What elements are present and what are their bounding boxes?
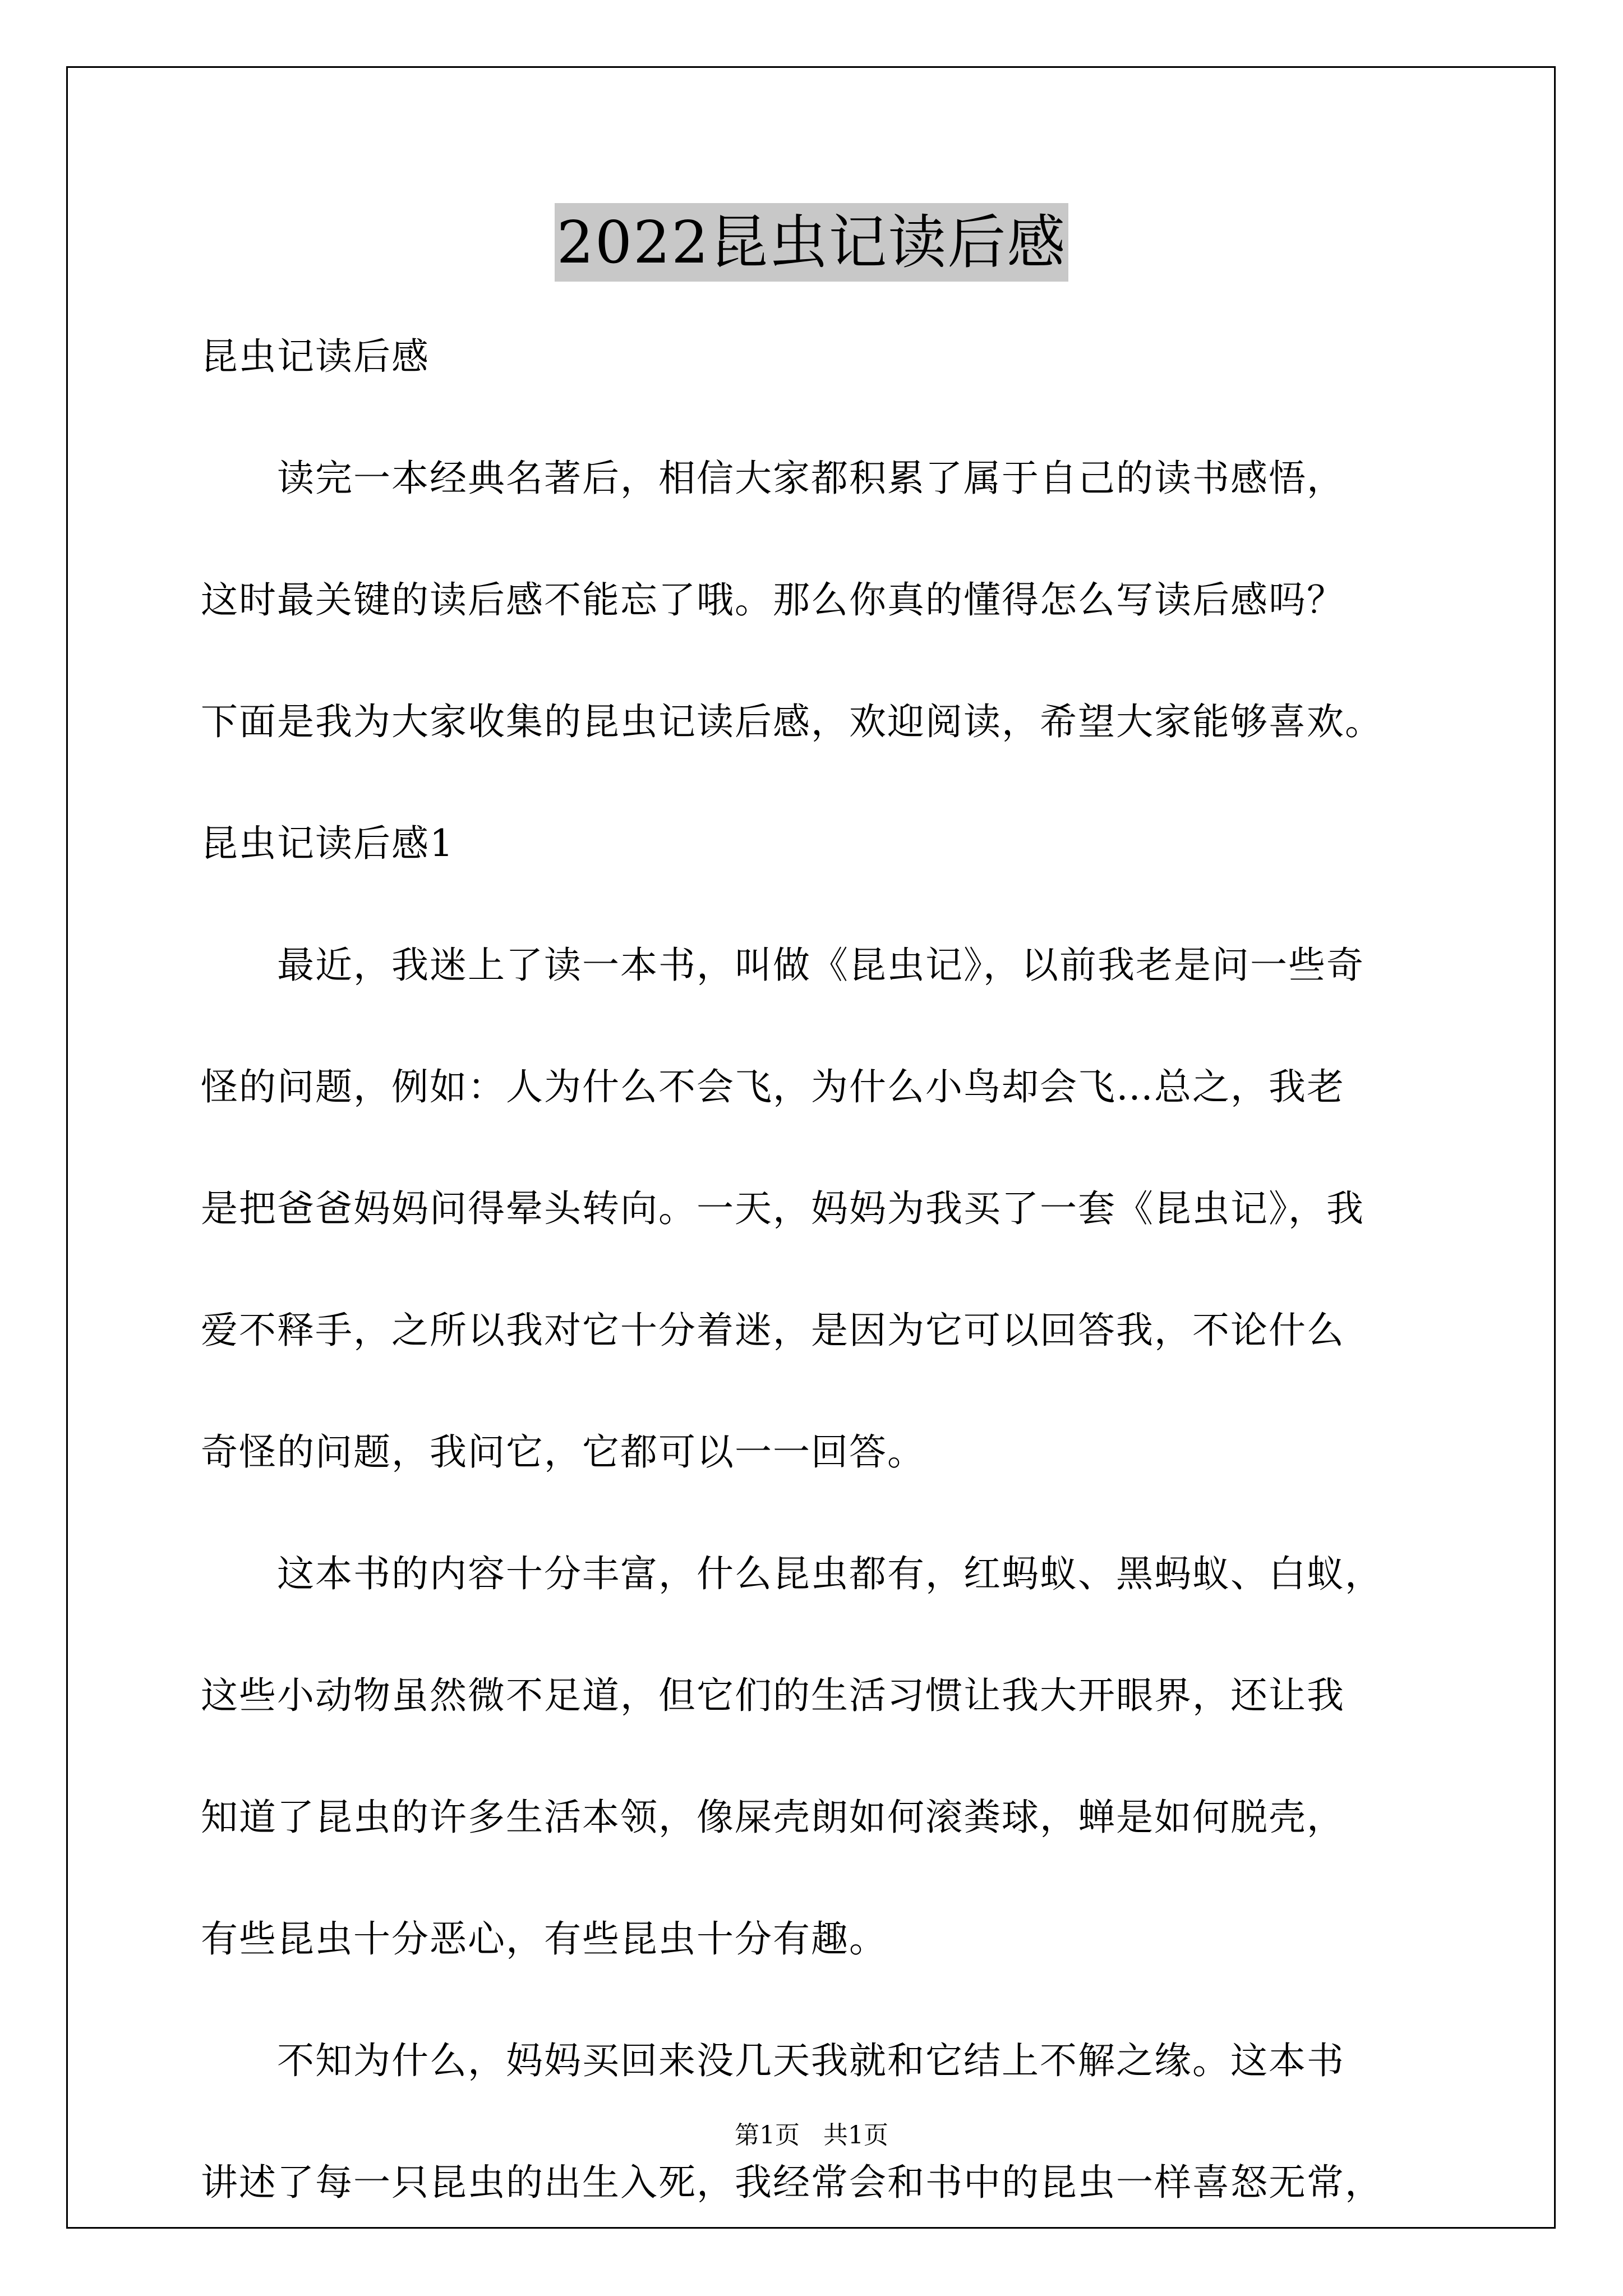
text-line: 讲述了每一只昆虫的出生入死，我经常会和书中的昆虫一样喜怒无常， <box>201 2161 1383 2204</box>
text-line: 最近，我迷上了读一本书，叫做《昆虫记》，以前我老是问一些奇 <box>201 944 1364 987</box>
title-area <box>0 203 1623 282</box>
subtitle-line: 昆虫记读后感 <box>201 335 430 378</box>
page-footer <box>0 2120 1623 2151</box>
section-heading: 昆虫记读后感1 <box>201 822 454 865</box>
text-line: 怪的问题，例如：人为什么不会飞，为什么小鸟却会飞…总之，我老 <box>201 1065 1345 1108</box>
text-line: 是把爸爸妈妈问得晕头转向。一天，妈妈为我买了一套《昆虫记》，我 <box>201 1187 1364 1230</box>
document-title: 2022昆虫记读后感 <box>555 203 1069 282</box>
text-line: 不知为什么，妈妈买回来没几天我就和它结上不解之缘。这本书 <box>201 2039 1345 2082</box>
text-line: 有些昆虫十分恶心，有些昆虫十分有趣。 <box>201 1917 887 1961</box>
text-line: 读完一本经典名著后，相信大家都积累了属于自己的读书感悟， <box>201 457 1345 500</box>
text-line: 知道了昆虫的许多生活本领，像屎壳朗如何滚粪球，蝉是如何脱壳， <box>201 1796 1345 1839</box>
text-line: 奇怪的问题，我问它，它都可以一一回答。 <box>201 1430 925 1474</box>
text-line: 下面是我为大家收集的昆虫记读后感，欢迎阅读，希望大家能够喜欢。 <box>201 700 1383 743</box>
page-total: 共1页 <box>823 2121 888 2150</box>
text-line: 这些小动物虽然微不足道，但它们的生活习惯让我大开眼界，还让我 <box>201 1674 1345 1717</box>
page-number: 第1页 <box>735 2121 800 2150</box>
text-line: 爱不释手，之所以我对它十分着迷，是因为它可以回答我，不论什么 <box>201 1309 1345 1352</box>
document-body <box>201 337 1468 2284</box>
text-line: 这本书的内容十分丰富，什么昆虫都有，红蚂蚁、黑蚂蚁、白蚁， <box>201 1552 1383 1595</box>
text-line: 这时最关键的读后感不能忘了哦。那么你真的懂得怎么写读后感吗？ <box>201 578 1345 622</box>
